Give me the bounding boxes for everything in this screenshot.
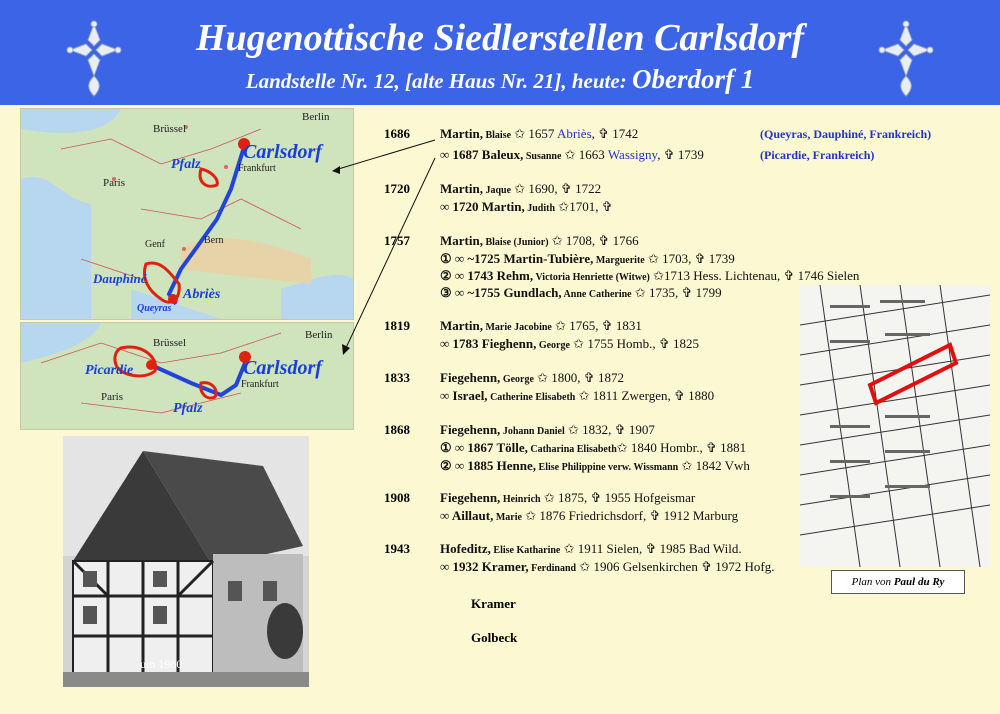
plan-caption bbox=[831, 570, 965, 594]
generation-year: 1943 bbox=[384, 541, 410, 556]
life-dates: ✩1713 Hess. Lichtenau, ✞ 1746 Sielen bbox=[649, 268, 860, 283]
historic-plan-graphic bbox=[800, 285, 990, 567]
person-given-name: Johann Daniel bbox=[500, 426, 565, 437]
marriage-prefix: ① ∞ 1867 bbox=[440, 440, 497, 455]
descendant-golbeck: Golbeck bbox=[471, 630, 518, 645]
life-dates: ✩ 1800, ✞ 1872 bbox=[533, 370, 624, 385]
person-surname: Martin, bbox=[440, 233, 483, 248]
life-dates: ✩ 1755 Homb., ✞ 1825 bbox=[569, 336, 699, 351]
person-given-name: Ferdinand bbox=[528, 563, 577, 574]
origin-region-note: (Picardie, Frankreich) bbox=[760, 148, 875, 162]
person-surname: Martin, bbox=[440, 181, 483, 196]
map1-label-queyras: Queyras bbox=[137, 303, 172, 314]
person-given-name: Elise Katharine bbox=[490, 545, 561, 556]
map2-label-carlsdorf: Carlsdorf bbox=[243, 357, 322, 379]
person-given-name: Elise Philippine verw. Wissmann bbox=[536, 462, 679, 473]
person-given-name: Blaise (Junior) bbox=[482, 237, 549, 248]
life-dates: ✩ 1765, ✞ 1831 bbox=[551, 318, 642, 333]
map1-label-bruessel: Brüssel bbox=[153, 123, 186, 135]
life-dates: ✩ 1875, ✞ 1955 Hofgeismar bbox=[540, 490, 696, 505]
map1-label-pfalz: Pfalz bbox=[171, 157, 201, 172]
map1-label-abries: Abriès bbox=[183, 287, 221, 302]
map1-label-dauphine: Dauphiné bbox=[93, 271, 147, 286]
map2-label-bruessel: Brüssel bbox=[153, 337, 186, 349]
genealogy-entry bbox=[440, 285, 722, 301]
origin-place: Wassigny bbox=[607, 147, 658, 162]
map2-label-pfalz: Pfalz bbox=[173, 401, 203, 416]
genealogy-entry bbox=[440, 126, 638, 142]
map1-label-carlsdorf: Carlsdorf bbox=[243, 141, 322, 163]
house-photo bbox=[63, 436, 309, 687]
person-surname: Rehm, bbox=[496, 268, 534, 283]
person-surname: Fieghenn, bbox=[481, 336, 537, 351]
marriage-prefix: ∞ bbox=[440, 388, 453, 403]
marriage-prefix: ② ∞ 1885 bbox=[440, 458, 497, 473]
origin-region-note: (Queyras, Dauphiné, Frankreich) bbox=[760, 127, 932, 141]
person-surname: Martin, bbox=[440, 126, 483, 141]
plan-caption-author: Paul du Ry bbox=[893, 576, 945, 588]
person-given-name: Marguerite bbox=[593, 255, 645, 266]
life-dates: ✩ 1842 Vwh bbox=[678, 458, 750, 473]
person-given-name: Susanne bbox=[523, 151, 562, 162]
marriage-prefix: ③ ∞ ~1755 bbox=[440, 285, 504, 300]
marriage-prefix: ∞ 1720 bbox=[440, 199, 482, 214]
genealogy-entry bbox=[440, 370, 624, 386]
genealogy-entry bbox=[440, 508, 738, 524]
person-given-name: Jaque bbox=[482, 185, 512, 196]
person-given-name: Victoria Henriette (Witwe) bbox=[533, 272, 650, 283]
life-dates: ✩ 1832, ✞ 1907 bbox=[564, 422, 655, 437]
genealogy-entry bbox=[440, 388, 714, 404]
person-surname: Tölle, bbox=[496, 440, 528, 455]
person-surname: Kramer, bbox=[481, 559, 529, 574]
photo-caption: um 1980 bbox=[140, 657, 183, 671]
person-given-name: Judith bbox=[524, 203, 556, 214]
house-photo-graphic bbox=[63, 436, 309, 687]
genealogy-entry bbox=[440, 251, 735, 267]
genealogy-entry bbox=[440, 233, 639, 249]
migration-map-dauphine bbox=[20, 108, 354, 320]
genealogy-entry bbox=[440, 318, 642, 334]
page-subtitle bbox=[0, 64, 1000, 96]
person-given-name: George bbox=[536, 340, 570, 351]
marriage-prefix: ∞ 1783 bbox=[440, 336, 482, 351]
origin-place: Abriès bbox=[556, 126, 592, 141]
genealogy-entry bbox=[440, 559, 774, 575]
subtitle-text: Landstelle Nr. 12, [alte Haus Nr. 21], heute: bbox=[245, 69, 632, 93]
marriage-prefix: ① ∞ ~1725 bbox=[440, 251, 504, 266]
map2-label-berlin: Berlin bbox=[305, 329, 333, 341]
person-given-name: Anne Catherine bbox=[561, 289, 632, 300]
person-given-name: Heinrich bbox=[500, 494, 541, 505]
person-surname: Fiegehenn, bbox=[440, 370, 501, 385]
marriage-prefix: ∞ bbox=[440, 508, 452, 523]
life-dates: ✩ 1708, ✞ 1766 bbox=[548, 233, 639, 248]
marriage-prefix: ② ∞ 1743 bbox=[440, 268, 497, 283]
map2-label-picardie: Picardie bbox=[85, 363, 134, 378]
genealogy-entry bbox=[440, 458, 750, 474]
genealogy-entry bbox=[440, 336, 699, 352]
person-surname: Israel, bbox=[452, 388, 488, 403]
descendant-kramer: Kramer bbox=[471, 596, 516, 611]
life-dates: ✩ 1906 Gelsenkirchen ✞ 1972 Hofg. bbox=[576, 559, 775, 574]
map1-label-berlin: Berlin bbox=[302, 111, 330, 123]
generation-year: 1819 bbox=[384, 318, 410, 333]
person-given-name: Marie Jacobine bbox=[482, 322, 552, 333]
subtitle-address: Oberdorf 1 bbox=[631, 64, 755, 94]
life-dates: ✩ 1876 Friedrichsdorf, ✞ 1912 Marburg bbox=[521, 508, 739, 523]
generation-year: 1908 bbox=[384, 490, 410, 505]
generation-year: 1868 bbox=[384, 422, 410, 437]
genealogy-entry bbox=[440, 268, 859, 284]
life-dates: ✩1701, ✞ bbox=[555, 199, 613, 214]
person-surname: Martin, bbox=[440, 318, 483, 333]
genealogy-entry bbox=[440, 422, 655, 438]
person-surname: Martin, bbox=[481, 199, 525, 214]
plan-caption-prefix: Plan von bbox=[851, 576, 894, 588]
genealogy-entry bbox=[440, 541, 742, 557]
person-given-name: Marie bbox=[493, 512, 522, 523]
person-surname: Baleux, bbox=[481, 147, 524, 162]
map1-label-frankfurt: Frankfurt bbox=[238, 163, 276, 174]
person-given-name: Catherine Elisabeth bbox=[487, 392, 576, 403]
death-date: , ✞ 1742 bbox=[591, 126, 639, 141]
person-surname: Gundlach, bbox=[503, 285, 562, 300]
map1-label-paris: Paris bbox=[103, 177, 125, 189]
migration-map-picardie bbox=[20, 322, 354, 430]
marriage-prefix: ∞ 1932 bbox=[440, 559, 482, 574]
person-given-name: George bbox=[500, 374, 534, 385]
person-surname: Martin-Tubière, bbox=[503, 251, 594, 266]
genealogy-entry bbox=[440, 181, 601, 197]
person-surname: Aillaut, bbox=[451, 508, 494, 523]
genealogy-entry bbox=[440, 440, 746, 456]
map1-label-bern: Bern bbox=[204, 235, 224, 246]
historic-plan-image bbox=[800, 285, 990, 567]
life-dates: ✩ 1735, ✞ 1799 bbox=[631, 285, 722, 300]
life-dates: ✩ 1690, ✞ 1722 bbox=[511, 181, 602, 196]
life-dates: ✩ 1663 bbox=[561, 147, 608, 162]
genealogy-entry bbox=[440, 199, 613, 215]
map2-label-paris: Paris bbox=[101, 391, 123, 403]
page-title: Hugenottische Siedlerstellen Carlsdorf bbox=[195, 17, 805, 59]
person-surname: Fiegehenn, bbox=[440, 490, 501, 505]
genealogy-entry bbox=[440, 147, 704, 163]
death-date: , ✞ 1739 bbox=[657, 147, 704, 162]
person-given-name: Blaise bbox=[482, 130, 512, 141]
person-surname: Fiegehenn, bbox=[440, 422, 501, 437]
marriage-prefix: ∞ 1687 bbox=[440, 147, 482, 162]
life-dates: ✩ 1840 Hombr., ✞ 1881 bbox=[616, 440, 747, 455]
map2-label-frankfurt: Frankfurt bbox=[241, 379, 279, 390]
generation-year: 1757 bbox=[384, 233, 410, 248]
person-surname: Hofeditz, bbox=[440, 541, 491, 556]
person-given-name: Catharina Elisabeth bbox=[527, 444, 617, 455]
life-dates: ✩ 1811 Zwergen, ✞ 1880 bbox=[575, 388, 715, 403]
map1-label-genf: Genf bbox=[145, 239, 165, 250]
generation-year: 1720 bbox=[384, 181, 410, 196]
genealogy-entry bbox=[440, 490, 695, 506]
life-dates: ✩ 1911 Sielen, ✞ 1985 Bad Wild. bbox=[560, 541, 742, 556]
generation-year: 1686 bbox=[384, 126, 410, 141]
generation-year: 1833 bbox=[384, 370, 410, 385]
life-dates: ✩ 1657 bbox=[511, 126, 557, 141]
life-dates: ✩ 1703, ✞ 1739 bbox=[644, 251, 735, 266]
person-surname: Henne, bbox=[496, 458, 537, 473]
